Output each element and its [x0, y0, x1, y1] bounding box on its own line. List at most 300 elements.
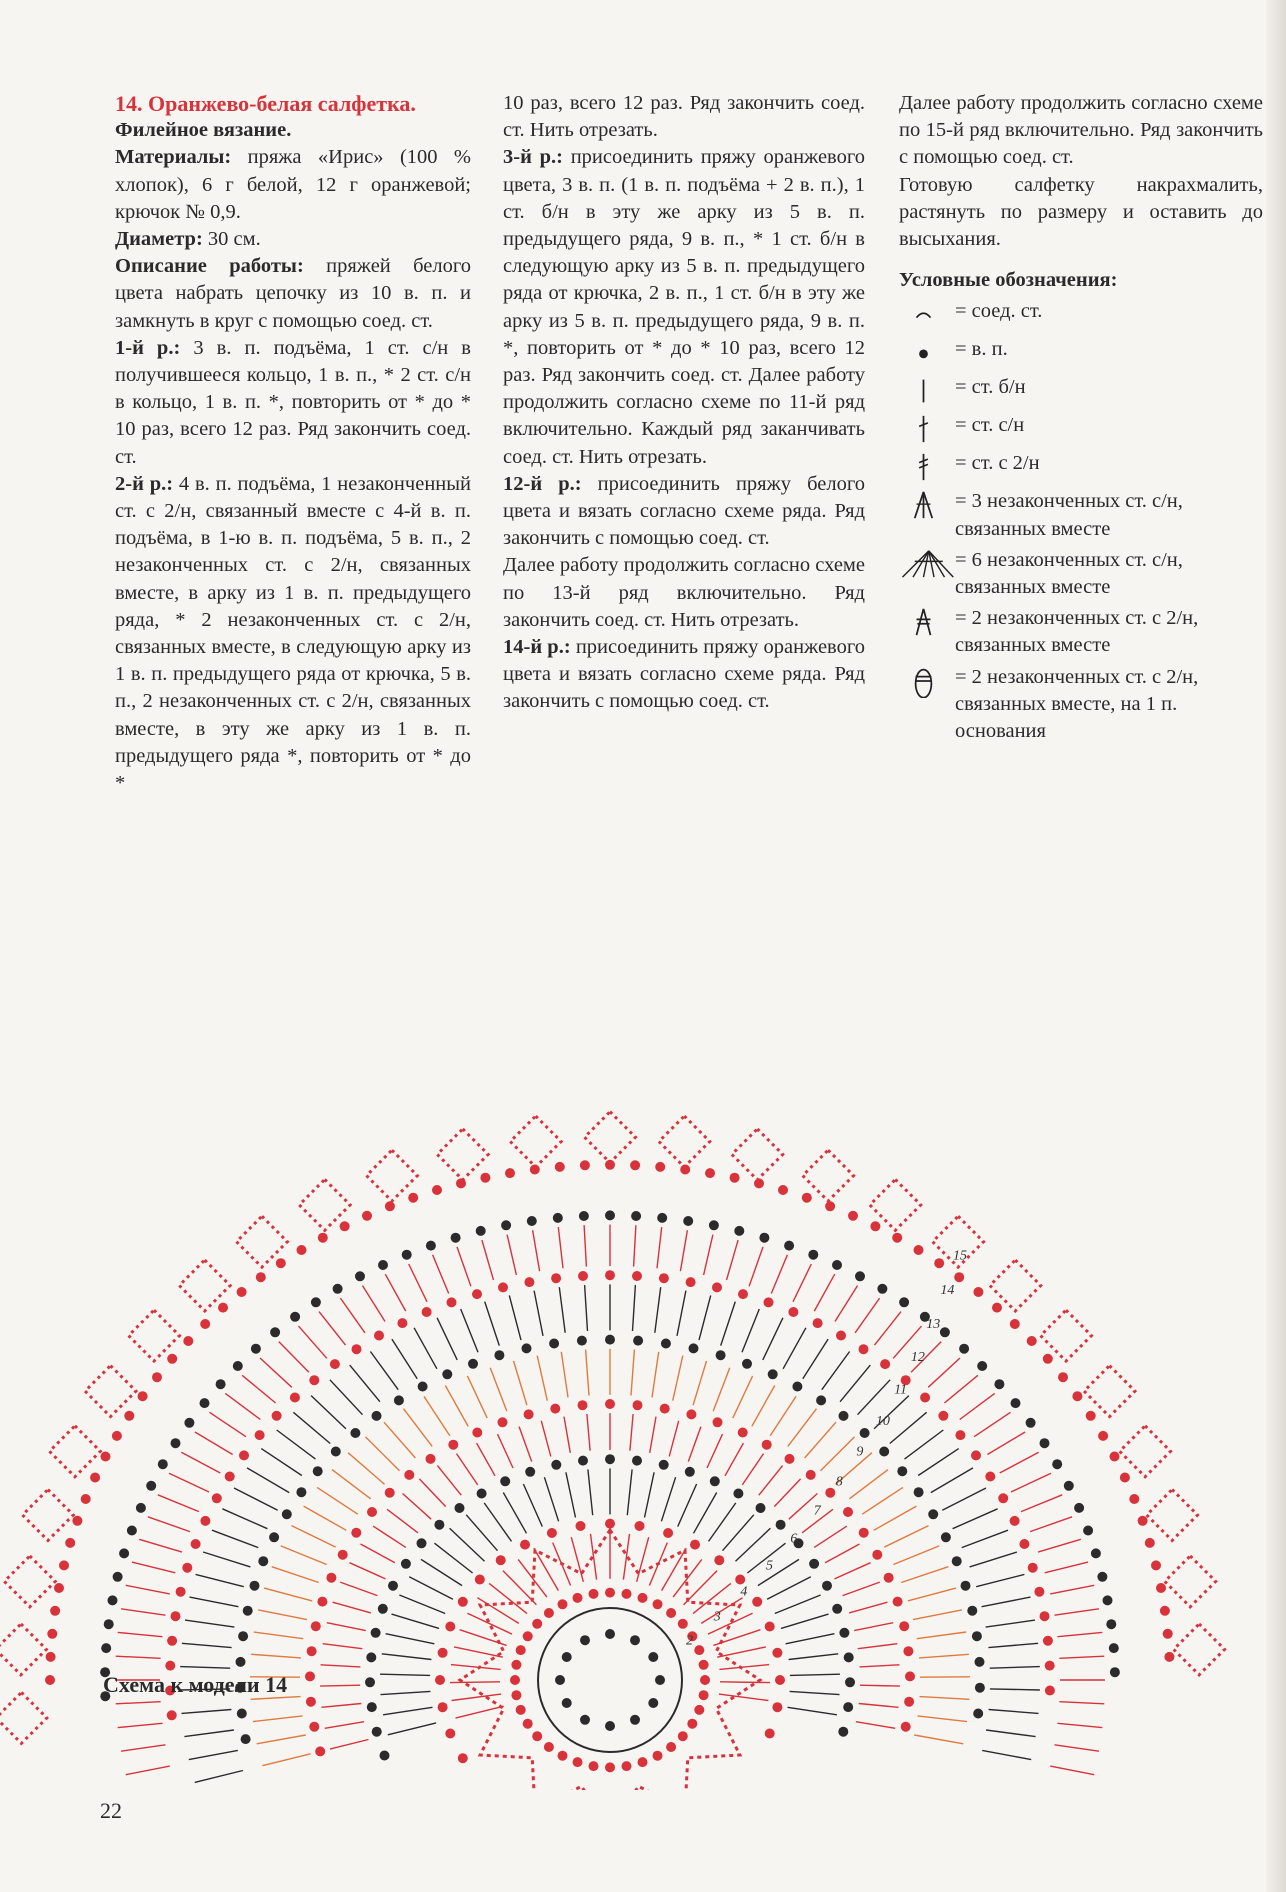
chain-dot — [522, 1343, 532, 1353]
stitch-mark — [185, 1620, 234, 1627]
stitch-mark — [860, 1665, 900, 1667]
stitch-mark — [388, 1723, 436, 1735]
stitch-mark — [699, 1295, 711, 1340]
chain-dot — [855, 1271, 865, 1281]
stitch-mark — [814, 1274, 834, 1311]
stitch-mark — [467, 1613, 512, 1634]
chain-dot — [442, 1369, 452, 1379]
chain-dot — [578, 1400, 588, 1410]
chain-dot — [752, 1597, 762, 1607]
legend-text: = ст. с 2/н — [955, 452, 1040, 475]
stitch-mark — [770, 1396, 796, 1435]
chain-dot — [1097, 1572, 1107, 1582]
stitch-mark — [652, 1352, 659, 1398]
stitch-mark — [657, 1227, 662, 1268]
chain-dot — [524, 1277, 534, 1287]
stitch-mark — [704, 1235, 713, 1275]
stitch-mark — [849, 1602, 887, 1613]
stitch-mark — [118, 1632, 163, 1636]
chain-dot — [659, 1460, 669, 1470]
chain-dot — [1058, 1372, 1068, 1382]
chain-dot — [237, 1709, 247, 1719]
stitch-mark — [645, 1472, 655, 1517]
chain-dot — [605, 1454, 615, 1464]
chain-dot — [879, 1447, 889, 1457]
row-1-paragraph — [115, 335, 471, 471]
chain-dot — [659, 1273, 669, 1283]
chain-dot — [784, 1241, 794, 1251]
chain-dot — [605, 1588, 615, 1598]
chain-dot — [880, 1359, 890, 1369]
chain-dot — [171, 1611, 181, 1621]
stitch-mark — [918, 1449, 959, 1476]
chain-dot — [367, 1507, 377, 1517]
stitch-mark — [264, 1588, 312, 1601]
chain-dot — [904, 1697, 914, 1707]
stitch-mark — [749, 1247, 763, 1286]
stitch-mark — [856, 1722, 895, 1729]
stitch-mark — [637, 1537, 649, 1582]
chain-dot — [191, 1539, 201, 1549]
stitch-mark — [781, 1614, 829, 1628]
chain-dot — [216, 1379, 226, 1389]
legend-text: = 2 незаконченных ст. с 2/н, связанных вместе — [955, 607, 1199, 657]
stitch-mark — [720, 1682, 770, 1683]
stitch-mark — [195, 1432, 233, 1455]
chain-dot — [306, 1697, 316, 1707]
stitch-mark — [790, 1691, 840, 1694]
chain-dot — [631, 1211, 641, 1221]
stitch-mark — [585, 1285, 588, 1331]
chain-dot — [352, 1344, 362, 1354]
stitch-mark — [960, 1393, 995, 1419]
stitch-mark — [587, 1414, 590, 1451]
row-14-paragraph — [503, 634, 865, 716]
stitch-mark — [627, 1469, 632, 1515]
row-number: 3 — [713, 1609, 721, 1625]
chain-dot — [735, 1575, 745, 1585]
stitch-mark — [361, 1544, 395, 1563]
stitch-mark — [457, 1247, 471, 1286]
stitch-mark — [783, 1328, 806, 1369]
chain-dot — [705, 1168, 715, 1178]
cluster-3-icon — [899, 488, 955, 522]
stitch-mark — [859, 1704, 899, 1708]
edge-picot — [0, 1624, 46, 1675]
stitch-mark — [678, 1484, 697, 1527]
chain-dot — [578, 1456, 588, 1466]
chain-dot — [138, 1391, 148, 1401]
stitch-mark — [917, 1632, 967, 1639]
chain-dot — [940, 1327, 950, 1337]
edge-picot — [585, 1112, 636, 1163]
stitch-mark — [363, 1286, 386, 1322]
article-subtitle: Филейное вязание. — [115, 119, 292, 142]
chain-dot — [683, 1216, 693, 1226]
stitch-mark — [332, 1470, 371, 1499]
chain-dot — [108, 1595, 118, 1605]
chain-dot — [994, 1379, 1004, 1389]
stitch-mark — [920, 1697, 970, 1700]
stitch-mark — [409, 1577, 453, 1600]
chain-dot — [500, 1476, 510, 1486]
chain-dot — [1043, 1354, 1053, 1364]
chain-dot — [426, 1454, 436, 1464]
stitch-mark — [116, 1702, 161, 1704]
row-number: 8 — [835, 1474, 843, 1490]
stitch-mark — [450, 1682, 500, 1683]
stitch-mark — [414, 1328, 437, 1369]
legend-item — [899, 605, 1263, 659]
stitch-mark — [118, 1723, 163, 1727]
row-number: 7 — [813, 1503, 821, 1519]
stitch-mark — [901, 1567, 948, 1583]
chain-dot — [605, 1762, 615, 1772]
chain-dot — [45, 1675, 55, 1685]
stitch-mark — [544, 1477, 558, 1521]
stitch-mark — [234, 1488, 278, 1510]
chain-dot — [297, 1245, 307, 1255]
chain-dot — [977, 1361, 987, 1371]
stitch-mark — [272, 1567, 319, 1583]
chain-dot — [397, 1318, 407, 1328]
legend-text: = 2 незаконченных ст. с 2/н, связанных вместе, на 1 п. основания — [955, 665, 1199, 743]
chain-dot — [660, 1404, 670, 1414]
chain-dot — [290, 1393, 300, 1403]
row-15-paragraph: Далее работу продолжить согласно схеме по 15-й ряд включительно. Ряд закончить с помощью соед. ст. — [899, 92, 1263, 169]
stitch-mark — [1011, 1473, 1051, 1492]
stitch-mark — [330, 1380, 363, 1415]
stitch-mark — [890, 1412, 927, 1443]
stitch-mark — [366, 1437, 400, 1471]
stitch-mark — [384, 1422, 415, 1458]
stitch-mark — [189, 1750, 238, 1759]
stitch-mark — [693, 1361, 706, 1405]
stitch-mark — [320, 1685, 360, 1686]
stitch-mark — [931, 1468, 973, 1493]
chain-dot — [768, 1369, 778, 1379]
chain-dot — [839, 1411, 849, 1421]
stitch-mark — [661, 1477, 675, 1521]
stitch-mark — [825, 1544, 859, 1563]
chain-dot — [573, 1757, 583, 1767]
chain-dot — [402, 1250, 412, 1260]
chain-dot — [903, 1646, 913, 1656]
description-paragraph — [115, 253, 471, 335]
stitch-mark — [126, 1766, 170, 1775]
stitch-mark — [279, 1342, 309, 1373]
stitch-mark — [908, 1588, 956, 1601]
stitch-mark — [399, 1595, 445, 1614]
stitch-mark — [370, 1352, 398, 1390]
stitch-mark — [694, 1493, 717, 1534]
chain-dot — [699, 1690, 709, 1700]
stitch-mark — [586, 1350, 589, 1396]
chain-dot — [971, 1450, 981, 1460]
chain-dot — [893, 1597, 903, 1607]
chain-dot — [326, 1573, 336, 1583]
stitch-mark — [805, 1422, 836, 1458]
chain-dot — [417, 1538, 427, 1548]
stitch-mark — [242, 1375, 276, 1403]
legend-item — [899, 664, 1263, 746]
chain-dot — [605, 1270, 615, 1280]
stitch-mark — [680, 1230, 687, 1271]
chain-dot — [458, 1753, 468, 1763]
stitch-mark — [742, 1454, 763, 1485]
chain-dot — [832, 1260, 842, 1270]
chain-dot — [374, 1331, 384, 1341]
chain-dot — [959, 1344, 969, 1354]
stitch-mark — [566, 1472, 576, 1517]
chain-dot — [65, 1538, 75, 1548]
stitch-mark — [1030, 1517, 1072, 1532]
legend-text: = в. п. — [955, 338, 1008, 361]
chain-dot — [685, 1467, 695, 1477]
stitch-mark — [854, 1623, 893, 1631]
stitch-mark — [348, 1453, 384, 1485]
chain-dot — [622, 1761, 632, 1771]
chain-dot — [256, 1272, 266, 1282]
chain-dot — [845, 1677, 855, 1687]
stitch-mark — [450, 1528, 485, 1561]
stitch-mark — [292, 1526, 336, 1548]
stitch-mark — [786, 1634, 835, 1644]
chain-dot — [859, 1344, 869, 1354]
chain-dot — [477, 1489, 487, 1499]
chain-dot — [313, 1466, 323, 1476]
article-title: 14. Оранжево-белая салфетка. — [115, 91, 416, 116]
stitch-mark — [169, 1473, 209, 1492]
chain-dot — [72, 1516, 82, 1526]
stitch-mark — [858, 1380, 891, 1415]
chain-dot — [1110, 1452, 1120, 1462]
chain-dot — [167, 1354, 177, 1364]
stitch-mark — [373, 1526, 406, 1547]
stitch-mark — [1050, 1766, 1094, 1775]
chain-dot — [1129, 1494, 1139, 1504]
stitch-mark — [182, 1710, 232, 1714]
stitch-mark — [982, 1597, 1031, 1607]
chain-dot — [954, 1272, 964, 1282]
chain-dot — [101, 1452, 111, 1462]
chain-dot — [558, 1599, 568, 1609]
chain-dot — [1151, 1560, 1161, 1570]
chain-dot — [372, 1727, 382, 1737]
chain-dot — [167, 1636, 177, 1646]
edge-picot — [659, 1116, 710, 1167]
chain-dot — [371, 1628, 381, 1638]
chain-dot — [451, 1233, 461, 1243]
chain-dot — [973, 1709, 983, 1719]
chain-dot — [1072, 1391, 1082, 1401]
stitch-mark — [793, 1264, 811, 1302]
chain-dot — [200, 1516, 210, 1526]
legend-text: = 3 незаконченных ст. с/н, связанных вместе — [955, 490, 1183, 540]
chain-dot — [1045, 1686, 1055, 1696]
chain-dot — [401, 1559, 411, 1569]
stitch-mark — [277, 1430, 316, 1459]
row-3-paragraph — [503, 144, 865, 470]
chain-dot — [1043, 1636, 1053, 1646]
chain-dot — [630, 1160, 640, 1170]
stitch-mark — [534, 1291, 543, 1336]
chain-dot — [555, 1675, 565, 1685]
chain-dot — [378, 1260, 388, 1270]
legend-item — [899, 298, 1263, 332]
stitch-mark — [537, 1356, 547, 1401]
chain-dot — [920, 1393, 930, 1403]
chain-dot — [1083, 1526, 1093, 1536]
chain-dot — [738, 1428, 748, 1438]
chain-dot — [276, 1258, 286, 1268]
chain-dot — [309, 1375, 319, 1385]
stitch-mark — [519, 1427, 532, 1462]
chain-dot — [843, 1507, 853, 1517]
chain-dot — [317, 1597, 327, 1607]
stitch-mark — [707, 1434, 723, 1468]
chain-dot — [630, 1635, 640, 1645]
chain-dot — [897, 1466, 907, 1476]
stitch-mark — [445, 1386, 468, 1427]
chain-dot — [580, 1715, 590, 1725]
finishing-paragraph: Готовую салфетку накрахмалить, растянуть по размеру и оставить до высыхания. — [899, 173, 1263, 251]
stitch-mark — [340, 1582, 377, 1596]
stitch-mark — [835, 1286, 858, 1322]
materials-paragraph — [115, 144, 471, 226]
chain-dot — [580, 1160, 590, 1170]
chain-dot — [633, 1336, 643, 1346]
stitch-mark — [381, 1691, 431, 1694]
stitch-mark — [392, 1339, 417, 1379]
stitch-mark — [281, 1546, 327, 1565]
stitch-mark — [821, 1437, 855, 1471]
stitch-mark — [382, 1654, 432, 1660]
chain-dot — [251, 1344, 261, 1354]
chain-dot — [1109, 1643, 1119, 1653]
chain-dot — [562, 1698, 572, 1708]
chain-dot — [350, 1428, 360, 1438]
row-13-paragraph: Далее работу продолжить согласно схеме по 13-й ряд включительно. Ряд закончить соед. ст. Нить отрезать. — [503, 554, 865, 631]
chain-dot — [237, 1287, 247, 1297]
chain-dot — [843, 1702, 853, 1712]
stitch-mark — [148, 1517, 190, 1532]
chain-dot — [290, 1312, 300, 1322]
stitch-mark — [454, 1647, 503, 1657]
chain-dot — [544, 1608, 554, 1618]
chain-dot — [653, 1751, 663, 1761]
chain-dot — [632, 1456, 642, 1466]
chain-dot — [808, 1250, 818, 1260]
row-number: 6 — [790, 1531, 798, 1547]
chain-dot — [505, 1168, 515, 1178]
stitch-mark — [403, 1494, 432, 1520]
chain-dot — [250, 1581, 260, 1591]
stitch-mark — [893, 1546, 939, 1565]
chain-dot — [255, 1430, 265, 1440]
chain-dot — [236, 1657, 246, 1667]
chain-dot — [1091, 1548, 1101, 1558]
chain-dot — [241, 1734, 251, 1744]
chain-dot — [577, 1336, 587, 1346]
chain-dot — [1052, 1459, 1062, 1469]
chain-dot — [59, 1560, 69, 1570]
stitch-mark — [386, 1634, 435, 1644]
chain-dot — [146, 1481, 156, 1491]
stitch-mark — [758, 1559, 799, 1585]
stitch-mark — [677, 1291, 686, 1336]
chain-dot — [272, 1411, 282, 1421]
stitch-mark — [254, 1632, 303, 1639]
cluster-6-icon — [899, 547, 955, 581]
chain-dot — [822, 1581, 832, 1591]
edge-picot — [1174, 1624, 1225, 1675]
chain-dot — [573, 1593, 583, 1603]
row-number: 11 — [894, 1382, 908, 1398]
chain-dot — [775, 1675, 785, 1685]
row-3-text: присоединить пряжу оранжевого цвета, 3 в. п. (1 в. п. подъёма + 2 в. п.), 1 ст. б/н в эту же арку из 5 в. п. предыдущего ряда, 9 в. п., * 1 ст. б/н в следующую арку из 5 в. п. предыдущего ряда от крючка, 2 в. п., 1 ст. б/н в эту же арку из 5 в. п. предыдущего ряда, 9 в. п. *, повторить от * до * 10 раз, всего 12 раз. Ряд закончить соед. ст. Далее работу продолжить согласно схеме по 11-й ряд включительно. Каждый ряд заканчивать соед. ст. Нить отрезать. — [503, 146, 865, 468]
chain-dot — [516, 1645, 526, 1655]
chain-dot — [309, 1722, 319, 1732]
chain-dot — [418, 1382, 428, 1392]
chain-dot — [700, 1675, 710, 1685]
stitch-mark — [913, 1610, 962, 1620]
chain-dot — [788, 1307, 798, 1317]
stitch-mark — [874, 1506, 917, 1530]
edge-picot — [510, 1116, 561, 1167]
stitch-mark — [319, 1312, 346, 1346]
stitch-mark — [260, 1358, 292, 1387]
stitch-mark — [752, 1386, 775, 1427]
chain-dot — [408, 1193, 418, 1203]
stitch-mark — [1045, 1562, 1088, 1573]
chain-dot — [550, 1404, 560, 1414]
edge-picot — [1165, 1556, 1216, 1607]
chain-dot — [901, 1722, 911, 1732]
chain-dot — [127, 1526, 137, 1536]
stitch-mark — [340, 1298, 365, 1333]
stitch-mark — [835, 1563, 871, 1579]
chain-dot — [690, 1540, 700, 1550]
chain-dot — [1110, 1667, 1120, 1677]
chain-dot — [378, 1604, 388, 1614]
chain-dot — [1098, 1431, 1108, 1441]
stitch-mark — [558, 1227, 563, 1268]
stitch-mark — [727, 1240, 739, 1280]
chain-dot — [225, 1472, 235, 1482]
double-crochet-icon — [899, 412, 955, 446]
stitch-mark — [843, 1582, 880, 1596]
chain-dot — [941, 1532, 951, 1542]
chain-dot — [686, 1409, 696, 1419]
diameter-label: Диаметр: — [115, 228, 203, 251]
chain-dot — [578, 1271, 588, 1281]
row-number: 2 — [686, 1633, 693, 1649]
materials-text: пряжа «Ирис» (100 % хлопок), 6 г белой, 12 г оранжевой; крючок № 0,9. — [115, 146, 471, 223]
stitch-mark — [849, 1470, 888, 1499]
chain-dot — [435, 1675, 445, 1685]
chain-dot — [476, 1226, 486, 1236]
chain-dot — [580, 1635, 590, 1645]
chain-dot — [972, 1631, 982, 1641]
chain-dot — [158, 1459, 168, 1469]
stitch-mark — [498, 1434, 514, 1468]
stitch-mark — [195, 1771, 243, 1783]
stitch-mark — [1058, 1723, 1103, 1727]
row-14-label: 14-й р.: — [503, 636, 571, 659]
column-3 — [899, 90, 1263, 745]
stitch-mark — [533, 1230, 540, 1271]
